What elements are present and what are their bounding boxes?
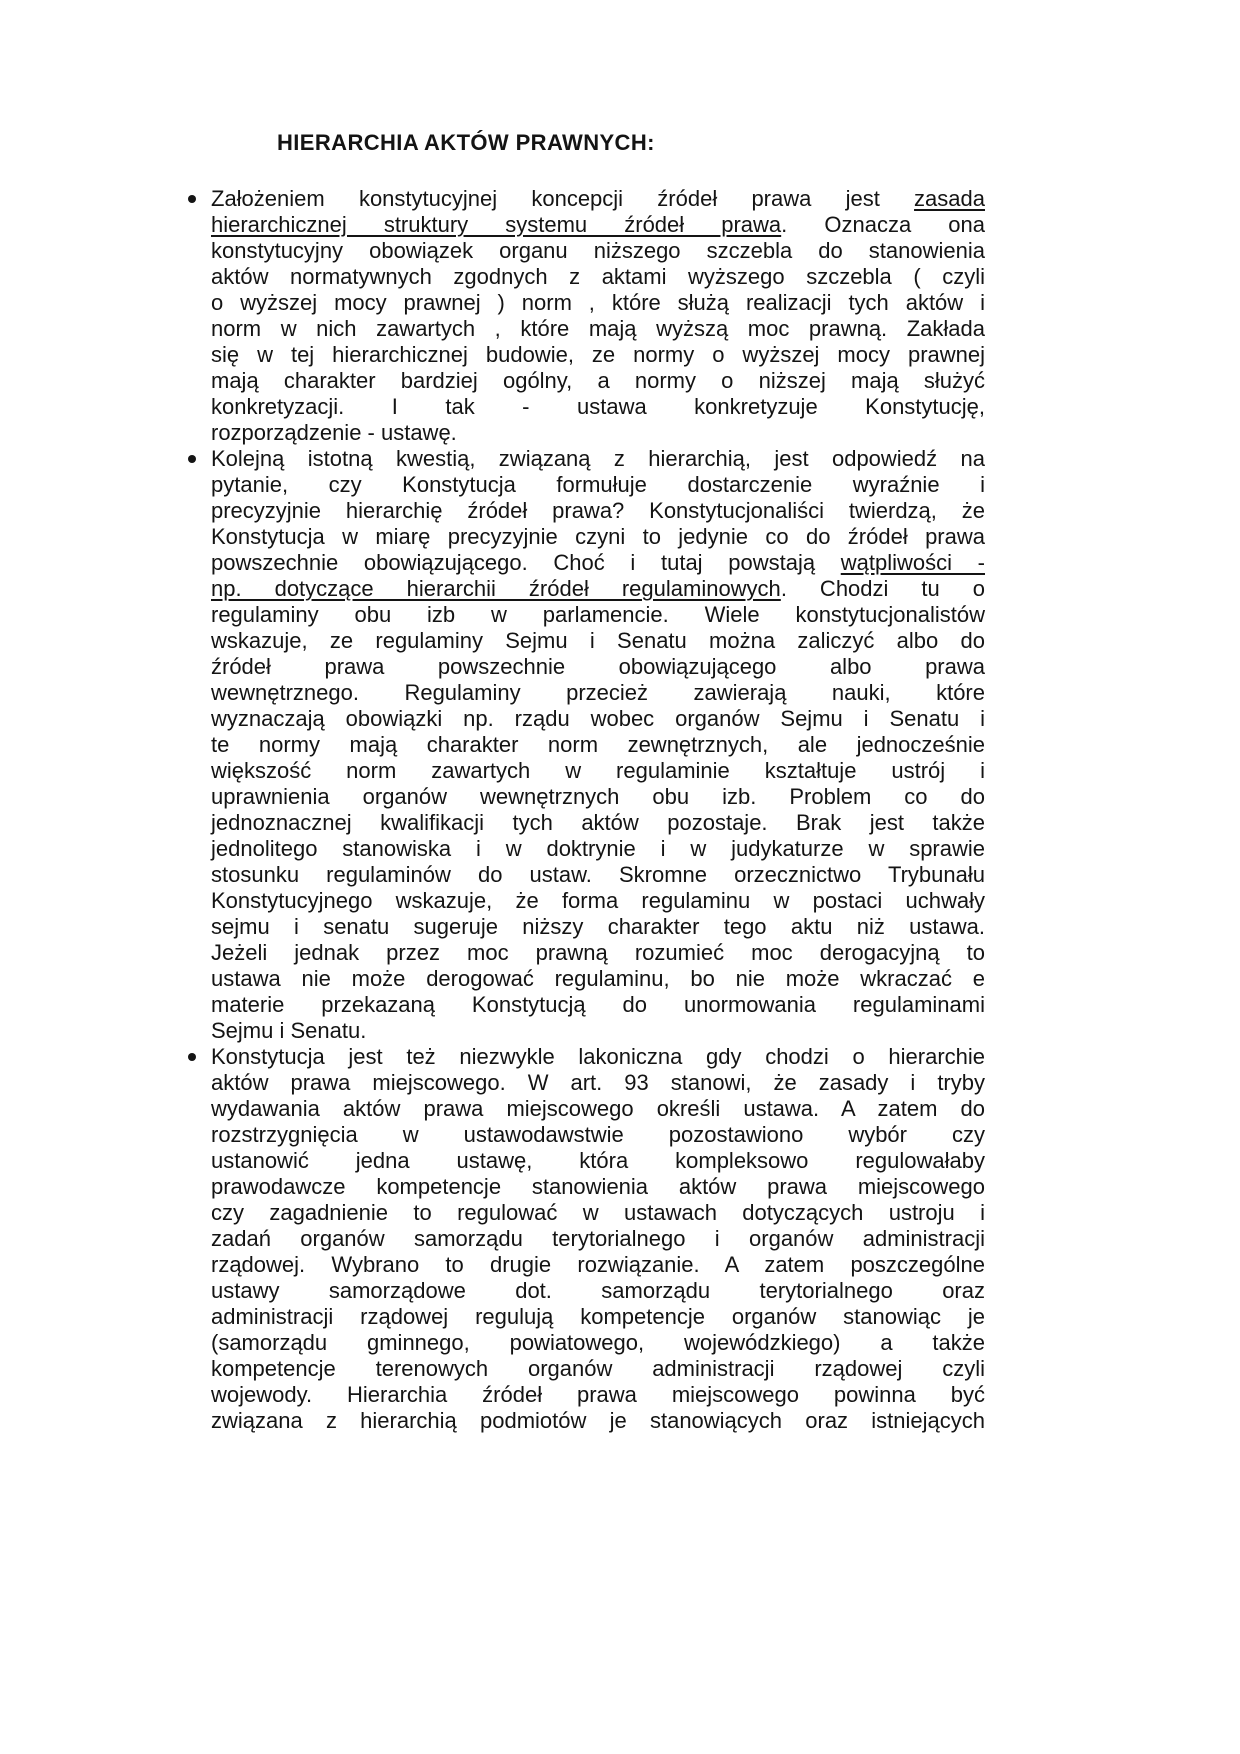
text-segment: ustanowić jedna ustawę, która kompleksowo regulowałaby (211, 1148, 985, 1173)
text-segment: te normy mają charakter norm zewnętrznych, ale jednocześnie (211, 732, 985, 757)
text-line (211, 836, 985, 862)
text-line (211, 992, 985, 1018)
text-segment: wojewody. Hierarchia źródeł prawa miejscowego powinna być (211, 1382, 985, 1407)
text-segment: ustawa nie może derogować regulaminu, bo nie może wkraczać e (211, 966, 985, 991)
text-segment: prawodawcze kompetencje stanowienia aktów prawa miejscowego (211, 1174, 985, 1199)
text-segment: powszechnie obowiązującego. Choć i tutaj powstają (211, 550, 841, 575)
text-segment: Kolejną istotną kwestią, związaną z hierarchią, jest odpowiedź na (211, 446, 985, 471)
bullet-item (183, 186, 985, 446)
text-segment: jednolitego stanowiska i w doktrynie i w judykaturze w sprawie (211, 836, 985, 861)
text-segment: administracji rządowej regulują kompetencje organów stanowiąc je (211, 1304, 985, 1329)
text-line (211, 1044, 985, 1070)
text-segment: czy zagadnienie to regulować w ustawach dotyczących ustroju i (211, 1200, 985, 1225)
text-line (211, 888, 985, 914)
text-segment: aktów normatywnych zgodnych z aktami wyższego szczebla ( czyli (211, 264, 985, 289)
text-segment: kompetencje terenowych organów administracji rządowej czyli (211, 1356, 985, 1381)
text-line (211, 342, 985, 368)
text-line (211, 1408, 985, 1434)
text-segment: o wyższej mocy prawnej ) norm , które służą realizacji tych aktów i (211, 290, 985, 315)
text-line (211, 758, 985, 784)
text-segment: Konstytucja jest też niezwykle lakoniczna gdy chodzi o hierarchie (211, 1044, 985, 1069)
text-line (211, 238, 985, 264)
text-segment: związana z hierarchią podmiotów je stanowiących oraz istniejących (211, 1408, 985, 1433)
text-segment: norm w nich zawartych , które mają wyższą moc prawną. Zakłada (211, 316, 985, 341)
text-segment: się w tej hierarchicznej budowie, ze normy o wyższej mocy prawnej (211, 342, 985, 367)
text-segment: materie przekazaną Konstytucją do unormowania regulaminami (211, 992, 985, 1017)
text-segment: (samorządu gminnego, powiatowego, wojewódzkiego) a także (211, 1330, 985, 1355)
text-line (211, 1200, 985, 1226)
text-line (211, 784, 985, 810)
text-segment: pytanie, czy Konstytucja formułuje dostarczenie wyraźnie i (211, 472, 985, 497)
paragraph (211, 1044, 985, 1434)
text-line (211, 628, 985, 654)
text-line (211, 1278, 985, 1304)
text-line (211, 1174, 985, 1200)
underlined-text: np. dotyczące hierarchii źródeł regulaminowych (211, 576, 781, 601)
text-line (211, 1252, 985, 1278)
text-segment: wskazuje, ze regulaminy Sejmu i Senatu można zaliczyć albo do (211, 628, 985, 653)
bullet-item (183, 1044, 985, 1434)
text-line (211, 550, 985, 576)
text-line (211, 524, 985, 550)
text-line (211, 1330, 985, 1356)
text-segment: rozporządzenie - ustawę. (211, 420, 457, 445)
text-line (211, 680, 985, 706)
text-segment: jednoznacznej kwalifikacji tych aktów pozostaje. Brak jest także (211, 810, 985, 835)
text-line (211, 1226, 985, 1252)
text-segment: rządowej. Wybrano to drugie rozwiązanie. A zatem poszczególne (211, 1252, 985, 1277)
text-line (211, 732, 985, 758)
text-segment: sejmu i senatu sugeruje niższy charakter tego aktu niż ustawa. (211, 914, 985, 939)
text-line (211, 1304, 985, 1330)
text-segment: . Oznacza ona (781, 212, 985, 237)
text-segment: konstytucyjny obowiązek organu niższego szczebla do stanowienia (211, 238, 985, 263)
underlined-text: hierarchicznej struktury systemu źródeł prawa (211, 212, 782, 237)
bullet-marker (183, 446, 211, 463)
text-line (211, 1122, 985, 1148)
text-line (211, 186, 985, 212)
text-line (211, 1148, 985, 1174)
bullet-item (183, 446, 985, 1044)
text-segment: Jeżeli jednak przez moc prawną rozumieć moc derogacyjną to (211, 940, 985, 965)
text-line (211, 1018, 985, 1044)
text-line (211, 1356, 985, 1382)
text-line (211, 862, 985, 888)
text-line (211, 212, 985, 238)
text-line (211, 654, 985, 680)
text-segment: rozstrzygnięcia w ustawodawstwie pozostawiono wybór czy (211, 1122, 985, 1147)
text-line (211, 498, 985, 524)
text-line (211, 914, 985, 940)
bullet-dot-icon (188, 195, 196, 203)
text-line (211, 472, 985, 498)
text-segment: źródeł prawa powszechnie obowiązującego albo prawa (211, 654, 985, 679)
text-segment: uprawnienia organów wewnętrznych obu izb. Problem co do (211, 784, 985, 809)
text-line (211, 706, 985, 732)
text-line (211, 420, 985, 446)
text-line (211, 966, 985, 992)
text-segment: Sejmu i Senatu. (211, 1018, 367, 1043)
text-segment: większość norm zawartych w regulaminie kształtuje ustrój i (211, 758, 985, 783)
bullet-dot-icon (188, 455, 196, 463)
text-segment: Konstytucja w miarę precyzyjnie czyni to jedynie co do źródeł prawa (211, 524, 985, 549)
text-line (211, 290, 985, 316)
text-line (211, 264, 985, 290)
bullet-dot-icon (188, 1053, 196, 1061)
bullet-marker (183, 186, 211, 203)
text-segment: wyznaczają obowiązki np. rządu wobec organów Sejmu i Senatu i (211, 706, 985, 731)
text-line (211, 446, 985, 472)
text-line (211, 576, 985, 602)
text-line (211, 1070, 985, 1096)
text-line (211, 810, 985, 836)
text-line (211, 1096, 985, 1122)
text-segment: wydawania aktów prawa miejscowego określi ustawa. A zatem do (211, 1096, 985, 1121)
underlined-text: zasada (914, 186, 985, 211)
text-segment: aktów prawa miejscowego. W art. 93 stanowi, że zasady i tryby (211, 1070, 985, 1095)
text-line (211, 1382, 985, 1408)
text-line (211, 394, 985, 420)
underlined-text: wątpliwości - (840, 550, 985, 575)
bullet-marker (183, 1044, 211, 1061)
paragraph (211, 186, 985, 446)
text-segment: mają charakter bardziej ogólny, a normy o niższej mają służyć (211, 368, 985, 393)
text-segment: Założeniem konstytucyjnej koncepcji źródeł prawa jest (211, 186, 915, 211)
bullet-list (183, 186, 985, 1434)
text-segment: . Chodzi tu o (780, 576, 986, 601)
paragraph (211, 446, 985, 1044)
text-segment: stosunku regulaminów do ustaw. Skromne orzecznictwo Trybunału (211, 862, 985, 887)
text-segment: regulaminy obu izb w parlamencie. Wiele konstytucjonalistów (211, 602, 985, 627)
text-segment: wewnętrznego. Regulaminy przecież zawierają nauki, które (211, 680, 985, 705)
text-line (211, 602, 985, 628)
text-segment: Konstytucyjnego wskazuje, że forma regulaminu w postaci uchwały (211, 888, 985, 913)
text-segment: konkretyzacji. I tak - ustawa konkretyzuje Konstytucję, (211, 394, 985, 419)
text-segment: zadań organów samorządu terytorialnego i organów administracji (211, 1226, 985, 1251)
document-title: HIERARCHIA AKTÓW PRAWNYCH: (277, 130, 655, 155)
text-segment: precyzyjnie hierarchię źródeł prawa? Konstytucjonaliści twierdzą, że (211, 498, 985, 523)
text-segment: ustawy samorządowe dot. samorządu terytorialnego oraz (211, 1278, 985, 1303)
text-line (211, 368, 985, 394)
text-line (211, 940, 985, 966)
text-line (211, 316, 985, 342)
